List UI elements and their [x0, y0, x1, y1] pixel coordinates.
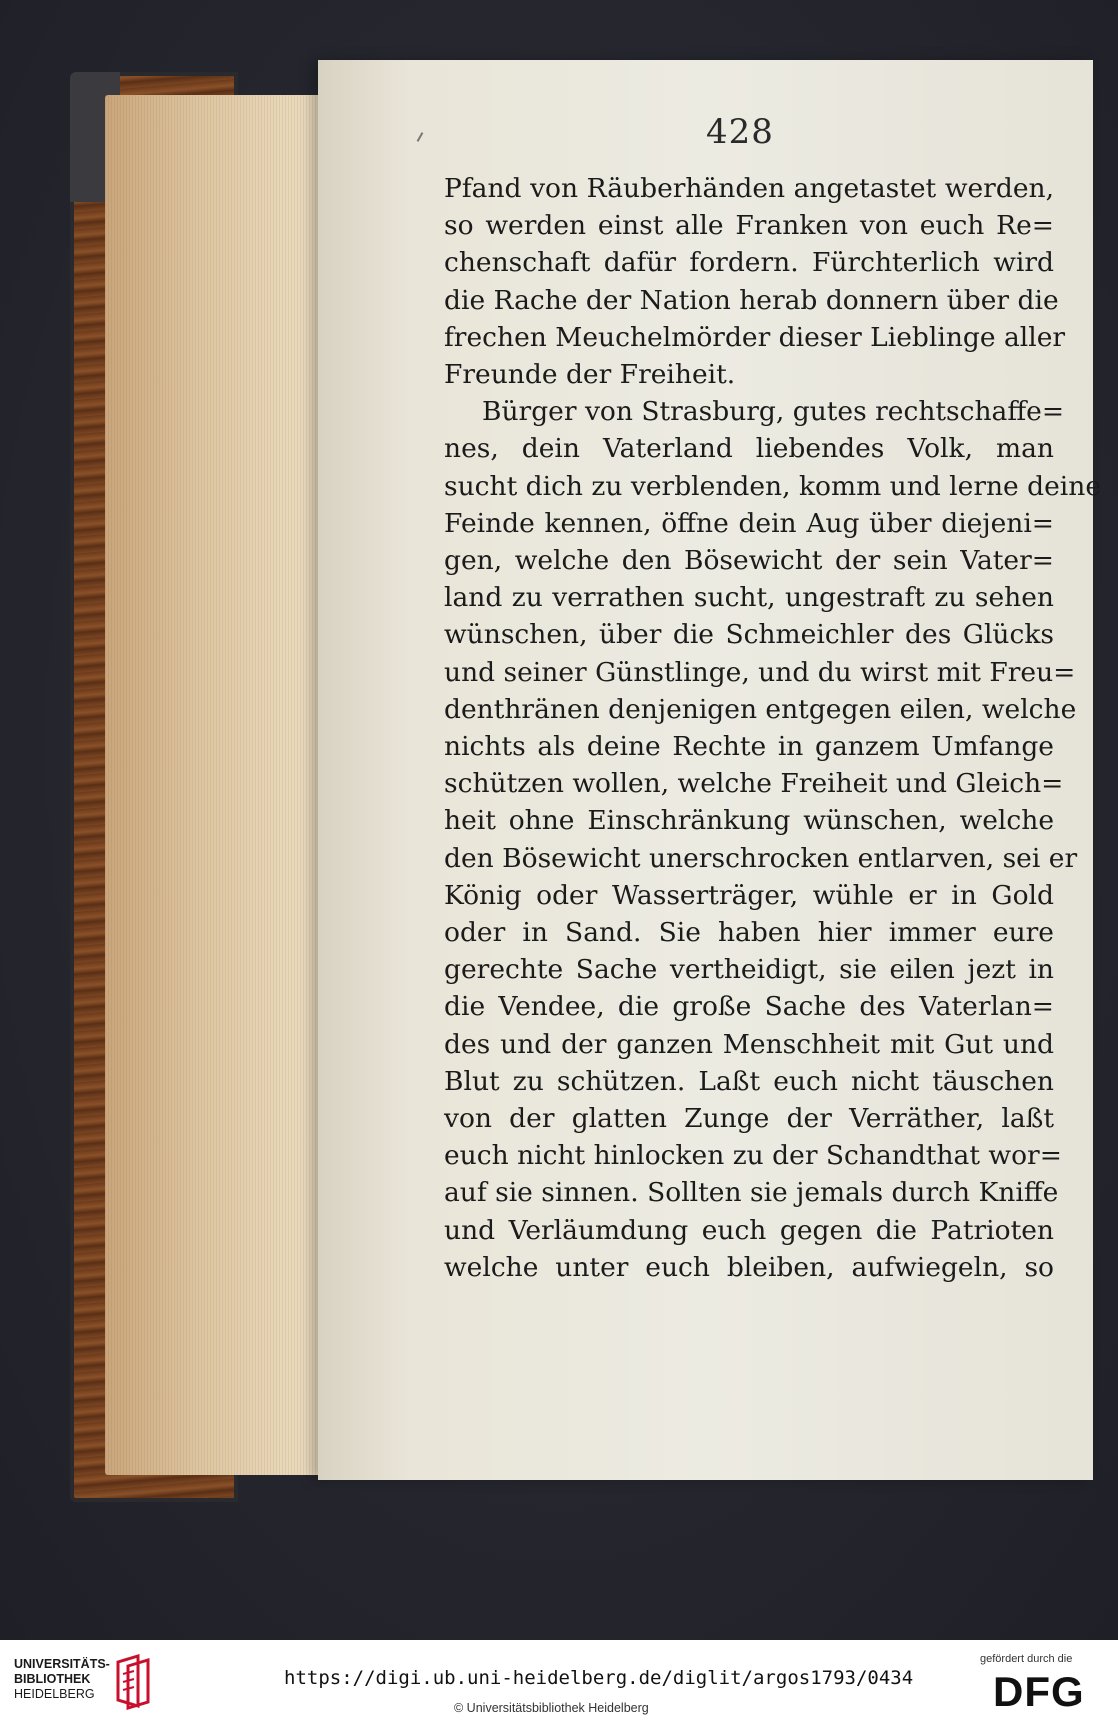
dfg-logo[interactable]: DFG — [993, 1668, 1085, 1715]
text-line: heit ohne Einschränkung wünschen, welche — [444, 805, 1054, 837]
text-line: oder in Sand. Sie haben hier immer eure — [444, 917, 1054, 949]
page-url-link[interactable]: https://digi.ub.uni-heidelberg.de/diglit/argos1793/0434 — [284, 1667, 914, 1689]
text-line: land zu verrathen sucht, ungestraft zu sehen — [444, 582, 1054, 614]
text-line: denthränen denjenigen entgegen eilen, welche — [444, 693, 1077, 725]
library-line: HEIDELBERG — [14, 1687, 95, 1701]
text-line: die Rache der Nation herab donnern über die — [444, 284, 1059, 316]
book-page — [318, 60, 1102, 1480]
library-line: UNIVERSITÄTS- — [14, 1657, 110, 1671]
text-line: von der glatten Zunge der Verräther, laßt — [444, 1103, 1054, 1135]
text-line: gen, welche den Bösewicht der sein Vater= — [444, 545, 1054, 577]
text-line: Freunde der Freiheit. — [444, 359, 736, 391]
text-line: Blut zu schützen. Laßt euch nicht täuschen — [444, 1065, 1054, 1097]
text-line: und seiner Günstlinge, und du wirst mit Freu= — [444, 656, 1076, 688]
text-line: euch nicht hinlocken zu der Schandthat wor= — [444, 1140, 1062, 1172]
text-line: und Verläumdung euch gegen die Patrioten — [444, 1214, 1054, 1246]
text-line: Bürger von Strasburg, gutes rechtschaffe= — [482, 396, 1065, 428]
text-line: gerechte Sache vertheidigt, sie eilen jezt in — [444, 954, 1054, 986]
text-line: Pfand von Räuberhänden angetastet werden, — [444, 173, 1054, 204]
library-line: BIBLIOTHEK — [14, 1672, 91, 1686]
text-line: nes, dein Vaterland liebendes Volk, man — [444, 433, 1054, 465]
text-line: den Bösewicht unerschrocken entlarven, sei er — [444, 842, 1078, 874]
text-line: sucht dich zu verblenden, komm und lerne deine — [444, 470, 1102, 502]
text-line: König oder Wasserträger, wühle er in Gold — [444, 879, 1054, 911]
text-line: nichts als deine Rechte in ganzem Umfange — [444, 731, 1054, 763]
text-line: chenschaft dafür fordern. Fürchterlich wird — [444, 247, 1054, 279]
pencil-mark — [417, 132, 424, 142]
text-line: Feinde kennen, öffne dein Aug über diejeni= — [444, 507, 1054, 539]
text-line: so werden einst alle Franken von euch Re= — [444, 210, 1054, 242]
text-line: frechen Meuchelmörder dieser Lieblinge aller — [444, 321, 1066, 353]
text-line: welche unter euch bleiben, aufwiegeln, so — [444, 1251, 1054, 1283]
text-line: auf sie sinnen. Sollten sie jemals durch Kniffe — [444, 1177, 1059, 1209]
text-line: die Vendee, die große Sache des Vaterlan= — [444, 991, 1054, 1023]
page-text — [444, 170, 1102, 1286]
page-edges — [105, 95, 325, 1475]
page-number: 428 — [706, 112, 774, 152]
university-library-logo-icon[interactable] — [114, 1652, 154, 1710]
library-name[interactable] — [14, 1657, 110, 1702]
copyright-text: © Universitätsbibliothek Heidelberg — [454, 1701, 649, 1715]
text-line: schützen wollen, welche Freiheit und Gleich= — [444, 768, 1064, 800]
text-line: wünschen, über die Schmeichler des Glücks — [444, 619, 1054, 651]
footer-bar — [0, 1640, 1118, 1721]
text-line: des und der ganzen Menschheit mit Gut und — [444, 1028, 1054, 1060]
funding-caption: gefördert durch die — [980, 1653, 1073, 1665]
